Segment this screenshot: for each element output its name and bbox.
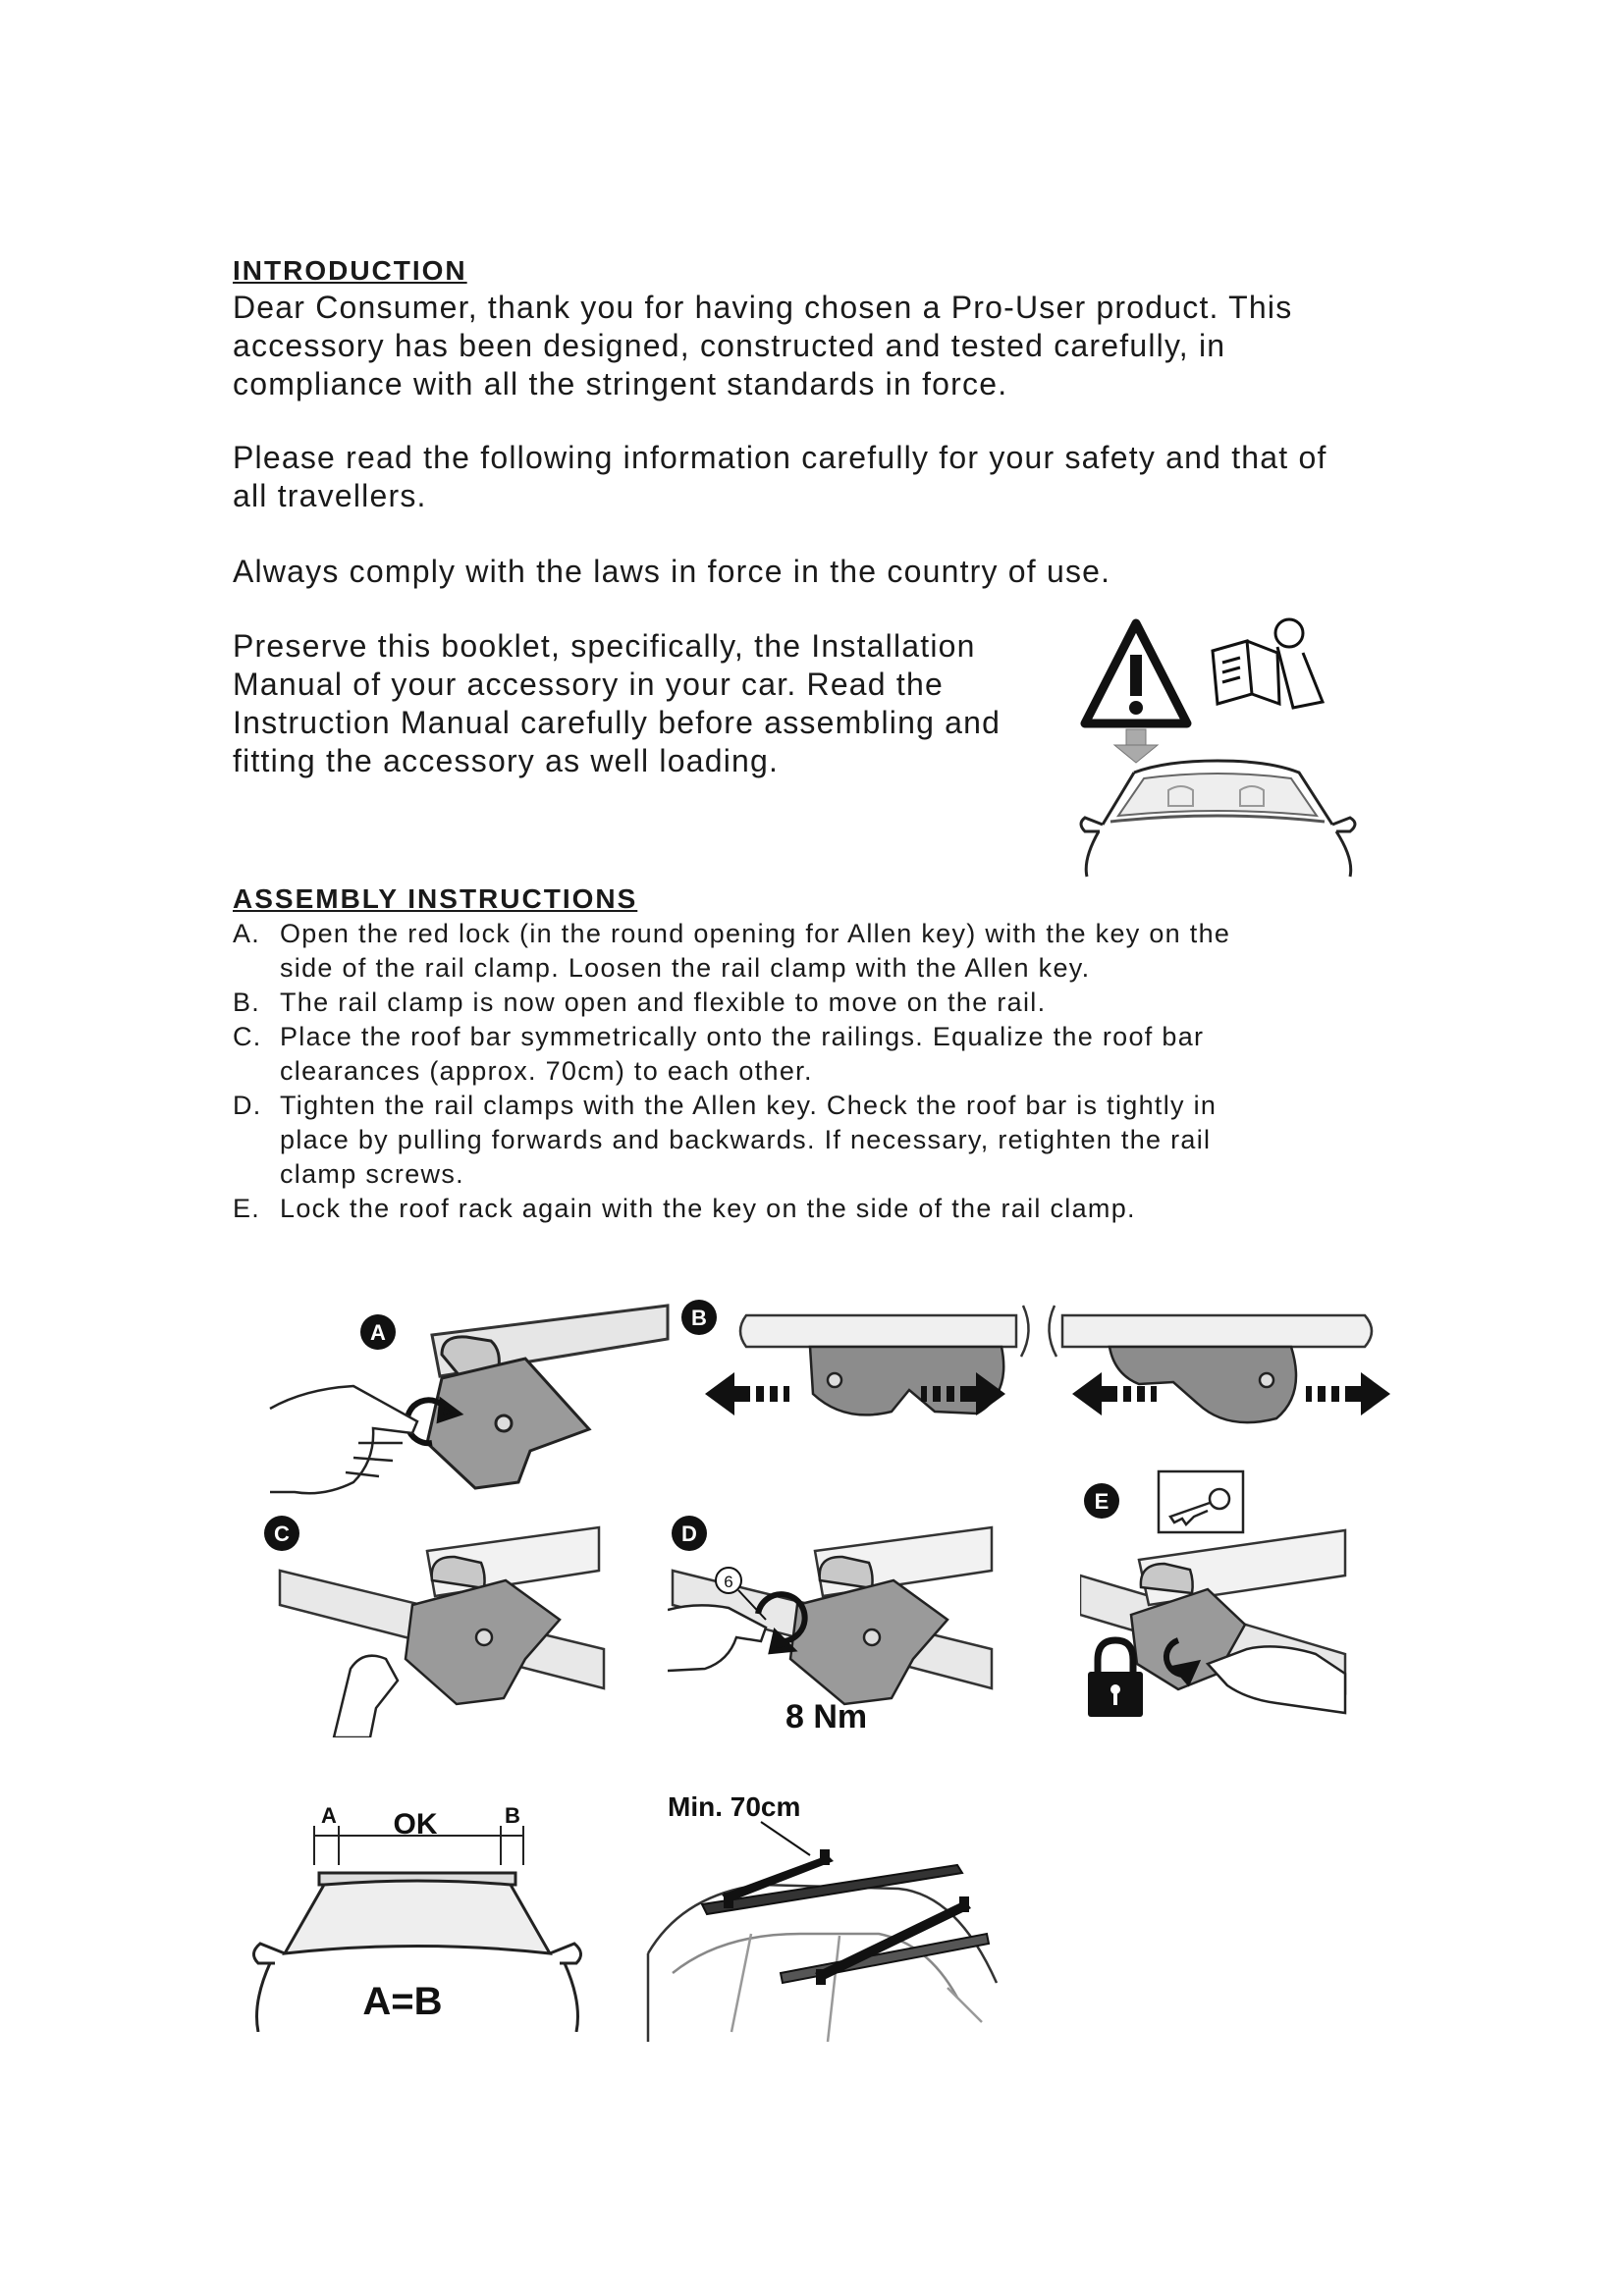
intro-paragraph-2: Please read the following information carefully for your safety and that of all travellers. <box>233 440 1327 513</box>
badge-d <box>672 1516 707 1551</box>
step-letter: B. <box>233 988 261 1017</box>
manual-reading-icon <box>1213 619 1323 708</box>
step-a <box>233 917 1391 986</box>
figure-e-lock <box>1080 1468 1365 1742</box>
hand-icon <box>270 1386 417 1493</box>
step-text: The rail clamp is now open and flexible to move on the rail. <box>280 988 1047 1017</box>
step-letter: A. <box>233 919 261 948</box>
intro-paragraph-4: Preserve this booklet, specifically, the Installation Manual of your accessory in your car. Read the Instruction Manual carefully before assembling and fitting the accessory as well loading. <box>233 628 1001 778</box>
car-side-icon <box>648 1885 997 2042</box>
equation-label: A=B <box>362 1980 443 2023</box>
key-icon <box>1159 1471 1243 1532</box>
clamp-left <box>810 1347 1003 1415</box>
figure-c-place-bar <box>260 1512 614 1737</box>
right-arrow-icon <box>1306 1372 1390 1415</box>
step-b <box>233 986 1391 1020</box>
assembly-heading: ASSEMBLY INSTRUCTIONS <box>233 883 638 914</box>
step-c <box>233 1020 1391 1089</box>
clamp-right <box>1110 1347 1296 1422</box>
step-text: Open the red lock (in the round opening for Allen key) with the key on the side of the rail clamp. Loosen the rail clamp with the Allen key. <box>280 919 1231 983</box>
warning-manual-illustration <box>1075 614 1399 879</box>
torque-label: 8 Nm <box>785 1698 868 1735</box>
badge-c <box>264 1516 299 1551</box>
left-arrow-icon <box>705 1372 789 1415</box>
min-distance-label: Min. 70cm <box>668 1791 801 1822</box>
introduction-heading: INTRODUCTION <box>233 255 467 286</box>
car-front-icon <box>1081 761 1355 877</box>
figure-min-distance <box>643 1787 1006 2042</box>
label-b: B <box>505 1803 520 1828</box>
intro-paragraph-1: Dear Consumer, thank you for having chosen a Pro-User product. This accessory has been designed, constructed and tested carefully, in compliance with all the stringent standards in force. <box>233 290 1293 401</box>
svg-text:C: C <box>274 1522 290 1546</box>
svg-text:B: B <box>691 1306 707 1330</box>
svg-text:A: A <box>370 1320 386 1345</box>
warning-triangle-icon <box>1085 623 1187 723</box>
badge-e <box>1084 1483 1119 1519</box>
step-letter: D. <box>233 1091 262 1120</box>
badge-b <box>681 1300 717 1335</box>
hand-icon <box>334 1656 398 1737</box>
step-text: Lock the roof rack again with the key on the side of the rail clamp. <box>280 1194 1136 1223</box>
step-text: Place the roof bar symmetrically onto the railings. Equalize the roof bar clearances (approx. 70cm) to each other. <box>280 1022 1205 1086</box>
label-ok: OK <box>393 1808 438 1841</box>
step-letter: C. <box>233 1022 262 1051</box>
step-d <box>233 1089 1391 1192</box>
assembly-steps-list <box>233 917 1391 1226</box>
badge-a <box>360 1314 396 1350</box>
step-letter: E. <box>233 1194 261 1223</box>
figure-a-open-lock <box>265 1296 677 1531</box>
svg-text:6: 6 <box>724 1573 733 1591</box>
figure-equal-spacing <box>241 1796 614 2032</box>
lock-icon <box>1088 1640 1143 1717</box>
step-text: Tighten the rail clamps with the Allen key. Check the roof bar is tightly in place by pulling forwards and backwards. If necessary, retighten the rail clamp screws. <box>280 1091 1218 1189</box>
svg-text:D: D <box>681 1522 697 1546</box>
intro-paragraph-3: Always comply with the laws in force in the country of use. <box>233 554 1111 589</box>
figure-d-tighten <box>668 1512 1001 1737</box>
down-arrow-icon <box>1114 729 1158 763</box>
label-a: A <box>321 1803 337 1828</box>
svg-text:E: E <box>1094 1489 1110 1514</box>
step-e <box>233 1192 1391 1226</box>
figure-b-clamp-flexible <box>677 1296 1394 1433</box>
